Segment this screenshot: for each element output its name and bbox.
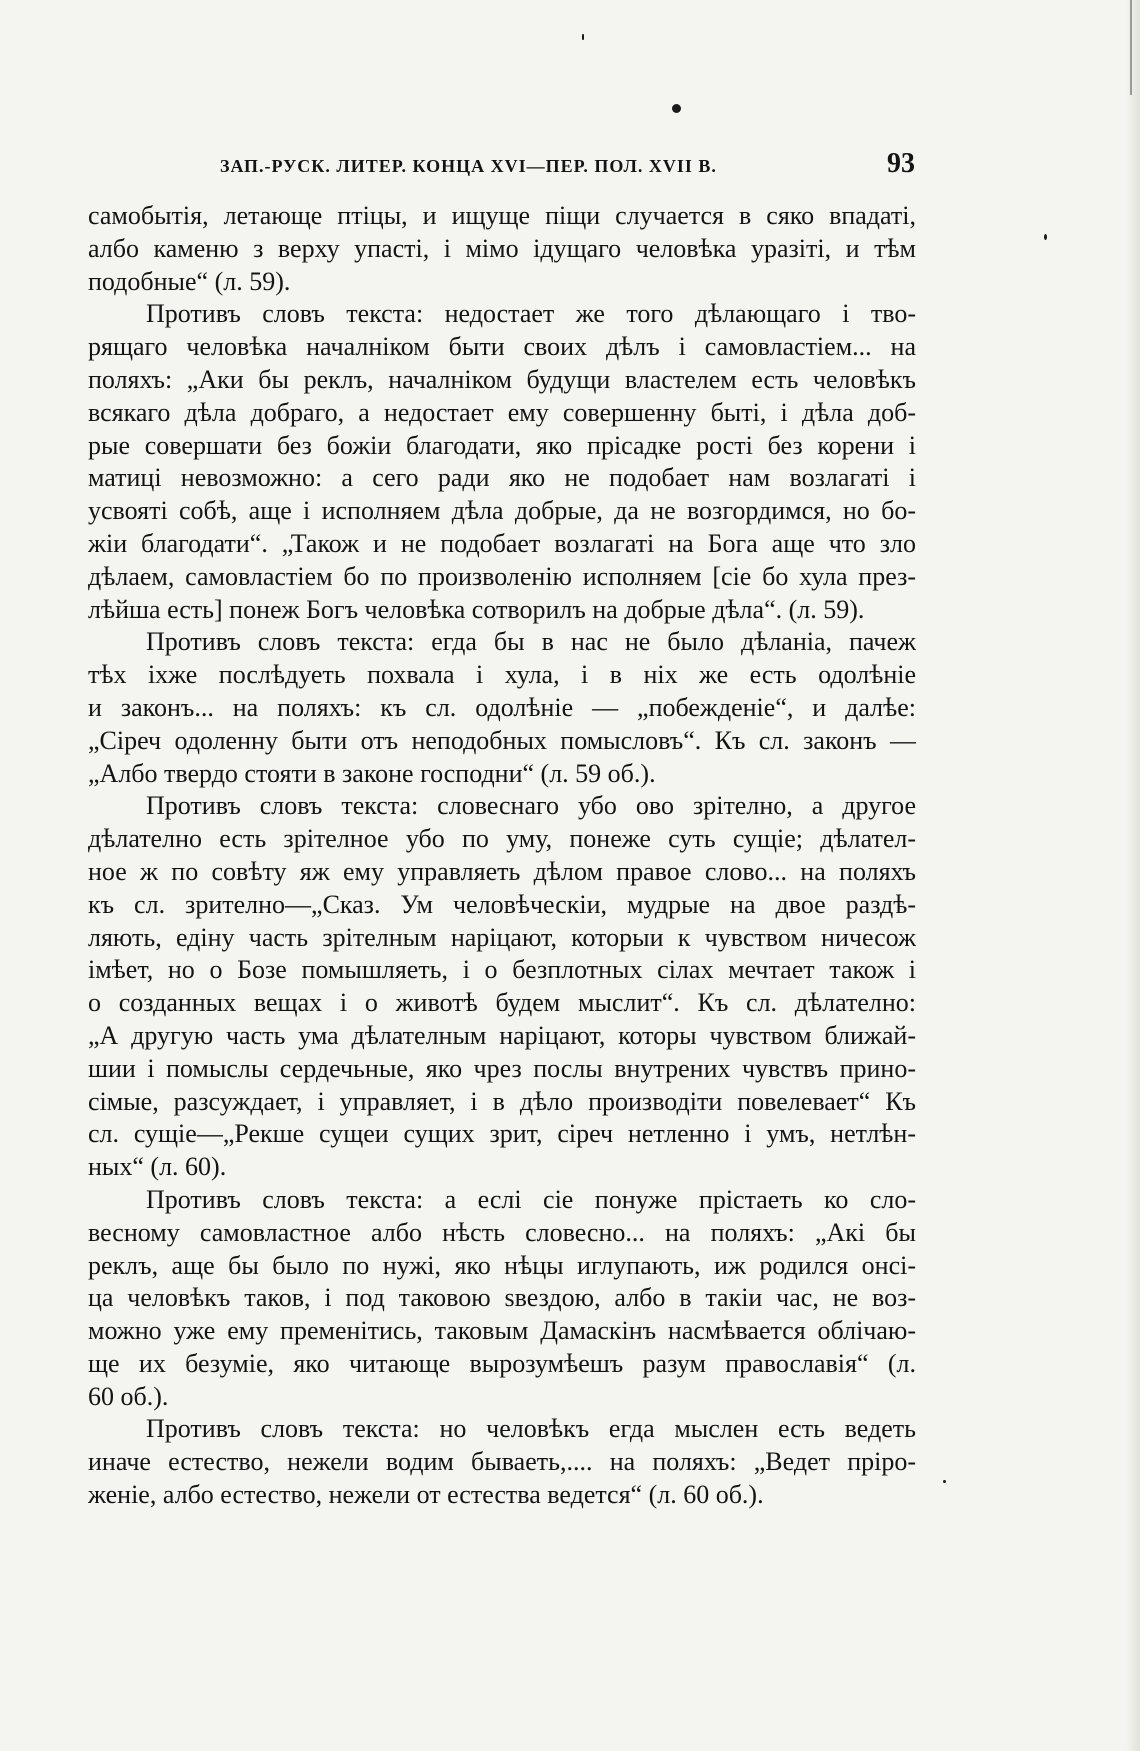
text-line: всякаго дѣла добраго, а недостает ему совершенну быті, і дѣла доб-: [88, 397, 916, 427]
text-line: жіи благодати“. „Також и не подобает возлагаті на Бога аще что зло: [88, 528, 916, 558]
body-text: [88, 200, 916, 1512]
text-line: 60 об.).: [88, 1381, 169, 1411]
text-line: ляють, едіну часть зрітелным наріцают, которыи к чувством ничесож: [88, 922, 916, 952]
text-line: рые совершати без божіи благодати, яко прісадке рості без корени і: [88, 430, 916, 460]
text-line: Противъ словъ текста: словеснаго убо ово зрітелно, а другое: [146, 791, 916, 821]
text-line: ное ж по совѣту яж ему управляеть дѣлом правое слово... на поляхъ: [88, 856, 916, 886]
scan-edge: [1126, 0, 1140, 1751]
ink-speck: [943, 1480, 946, 1483]
text-line: самобытія, летающе птіцы, и ищуще піщи случается в сяко впадаті,: [88, 201, 916, 230]
text-line: лѣйша есть] понеж Богъ человѣка сотворилъ на добрые дѣла“. (л. 59).: [88, 594, 865, 624]
text-line: „А другую часть ума дѣлателным наріцают, которы чувством ближай-: [88, 1020, 916, 1050]
text-line: сімые, разсуждает, і управляет, і в дѣло производіти повелевает“ Къ: [88, 1086, 916, 1116]
scan-edge-line: [1130, 0, 1132, 95]
running-header: [90, 148, 915, 188]
text-line: къ сл. зрително—„Сказ. Ум человѣческіи, мудрые на двое раздѣ-: [88, 889, 916, 919]
running-head-title: ЗАП.-РУСК. ЛИТЕР. КОНЦА XVI—ПЕР. ПОЛ. XVII В.: [220, 156, 717, 176]
text-line: можно уже ему пременітись, таковым Дамаскінъ насмѣвается облічаю-: [88, 1316, 916, 1346]
text-line: сл. сущіе—„Рекше сущеи сущих зрит, сіреч нетленно і умъ, нетлѣн-: [88, 1119, 916, 1149]
text-line: и законъ... на поляхъ: къ сл. одолѣніе — „побежденіе“, и далѣе:: [88, 692, 916, 722]
text-line: женіе, албо естество, нежели от естества ведется“ (л. 60 об.).: [88, 1480, 764, 1510]
text-line: поляхъ: „Аки бы реклъ, началніком будущи властелем есть человѣкъ: [88, 364, 916, 394]
text-line: о созданных вещах і о животѣ будем мыслит“. Къ сл. дѣлателно:: [88, 988, 916, 1018]
text-line: ца человѣкъ таков, і под таковою ѕвездою, албо в такіи час, не воз-: [88, 1283, 916, 1313]
ink-speck: [1044, 234, 1047, 240]
text-line: албо каменю з верху упасті, і мімо ідущаго человѣка уразіті, и тѣм: [88, 233, 916, 263]
text-line: подобные“ (л. 59).: [88, 266, 291, 296]
text-line: „Албо твердо стояти в законе господни“ (л. 59 об.).: [88, 758, 656, 788]
text-line: шии і помыслы сердечьные, яко чрез послы внутрених чувствъ прино-: [88, 1053, 916, 1083]
ink-speck: [582, 34, 584, 40]
text-line: иначе естество, нежели водим бываеть,.... на поляхъ: „Ведет пріро-: [88, 1447, 916, 1477]
text-line: Противъ словъ текста: недостает же того дѣлающаго і тво-: [146, 299, 916, 329]
text-line: реклъ, аще бы было по нужі, яко нѣцы иглупають, иж родился онсі-: [88, 1250, 916, 1280]
text-line: рящаго человѣка началніком быти своих дѣлъ і самовластіем... на: [88, 332, 916, 362]
text-line: Противъ словъ текста: а еслі сіе понуже прістаеть ко сло-: [146, 1184, 916, 1214]
text-line: дѣлаем, самовластіем бо по произволенію исполняем [сіе бо хула през-: [88, 561, 916, 591]
text-line: усвояті собѣ, аще і исполняем дѣла добрые, да не возгордимся, но бо-: [88, 496, 916, 526]
text-line: дѣлателно есть зрітелное убо по уму, понеже суть сущіе; дѣлател-: [88, 824, 916, 854]
text-line: ных“ (л. 60).: [88, 1152, 227, 1182]
text-line: Противъ словъ текста: но человѣкъ егда мыслен есть ведеть: [146, 1414, 916, 1444]
text-line: весному самовластное албо нѣсть словесно... на поляхъ: „Акі бы: [88, 1217, 916, 1247]
ink-speck: [672, 104, 681, 113]
text-line: ще их безуміе, яко читающе вырозумѣешъ разум православія“ (л.: [88, 1348, 916, 1378]
text-line: Противъ словъ текста: егда бы в нас не было дѣланіа, пачеж: [146, 627, 916, 657]
page-number: 93: [887, 148, 915, 179]
text-line: імѣет, но о Бозе помышляеть, і о безплотных сілах мечтает також і: [88, 955, 916, 985]
text-line: „Сіреч одоленну быти отъ неподобных помысловъ“. Къ сл. законъ —: [88, 725, 916, 755]
text-line: матиці невозможно: а сего ради яко не подобает нам возлагаті і: [88, 463, 916, 493]
text-line: тѣх іхже послѣдуеть похвала і хула, і в ніх же есть одолѣніе: [88, 660, 916, 690]
